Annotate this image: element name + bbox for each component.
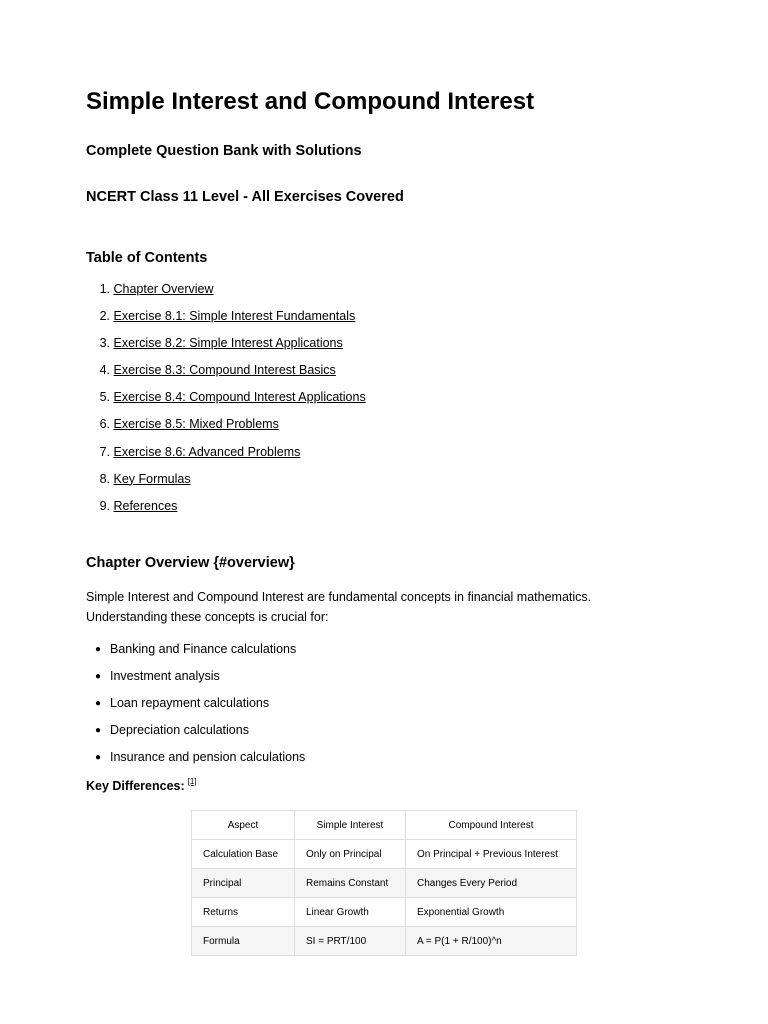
toc-item [86, 335, 366, 362]
list-item-text: Banking and Finance calculations [110, 642, 297, 656]
overview-paragraph: Simple Interest and Compound Interest are fundamental concepts in financial mathematics. Understanding these concepts is crucial for: [86, 590, 592, 624]
comparison-table [191, 810, 577, 956]
toc-item [86, 281, 366, 308]
list-item-text: Insurance and pension calculations [110, 750, 306, 765]
toc-link-exercise-8-2[interactable]: Exercise 8.2: Simple Interest Applications [113, 336, 343, 351]
table-cell: Principal [192, 869, 295, 898]
table-cell: Remains Constant [295, 869, 406, 898]
table-cell: Returns [192, 898, 295, 927]
list-item [86, 668, 305, 695]
toc-item [86, 498, 366, 525]
toc-item [86, 362, 366, 389]
table-cell: Formula [192, 927, 295, 956]
page-subtitle: Complete Question Bank with Solutions [86, 143, 362, 159]
table-header-cell: Aspect [192, 811, 295, 840]
toc-item [86, 444, 366, 471]
toc-number: 1. [99, 282, 110, 296]
table-row [192, 840, 577, 869]
toc-number: 5. [99, 390, 110, 405]
table-cell: Changes Every Period [406, 869, 577, 898]
toc-link-exercise-8-5[interactable]: Exercise 8.5: Mixed Problems [113, 417, 279, 432]
toc-item [86, 308, 366, 335]
footnote-link[interactable]: [1] [187, 777, 197, 786]
bullet-icon: ● [94, 752, 102, 764]
table-cell: Calculation Base [192, 840, 295, 869]
table-cell: Linear Growth [295, 898, 406, 927]
list-item [86, 695, 305, 722]
toc-link-references[interactable]: References [113, 498, 178, 513]
page-subtitle-level: NCERT Class 11 Level - All Exercises Covered [86, 189, 404, 205]
table-cell: Only on Principal [295, 840, 406, 869]
table-cell: SI = PRT/100 [295, 927, 406, 956]
toc-item [86, 471, 366, 498]
list-item [86, 722, 305, 749]
list-item-text: Investment analysis [110, 669, 220, 684]
table-header-row [192, 811, 577, 840]
table-row [192, 927, 577, 956]
table-of-contents [86, 281, 366, 525]
bullet-icon: ● [94, 698, 102, 710]
toc-item [86, 416, 366, 443]
table-cell: On Principal + Previous Interest [406, 840, 577, 869]
table-row [192, 898, 577, 927]
table-header-cell: Simple Interest [295, 811, 406, 840]
bullet-icon: ● [94, 725, 102, 737]
toc-number: 4. [99, 363, 110, 378]
toc-link-exercise-8-4[interactable]: Exercise 8.4: Compound Interest Applications [113, 390, 366, 405]
key-differences-label [86, 777, 197, 793]
table-cell: A = P(1 + R/100)^n [406, 927, 577, 956]
list-item [86, 641, 305, 668]
table-row [192, 869, 577, 898]
bullet-list [86, 641, 305, 776]
toc-item [86, 389, 366, 416]
table-header-cell: Compound Interest [406, 811, 577, 840]
bullet-icon: ● [94, 644, 102, 655]
key-differences-text: Key Differences: [86, 779, 185, 793]
list-item-text: Depreciation calculations [110, 723, 249, 738]
toc-link-chapter-overview[interactable]: Chapter Overview [113, 282, 214, 296]
toc-number: 3. [99, 336, 110, 351]
list-item-text: Loan repayment calculations [110, 696, 270, 711]
section-heading-overview: Chapter Overview {#overview} [86, 555, 295, 571]
toc-number: 9. [99, 498, 110, 513]
toc-link-key-formulas[interactable]: Key Formulas [113, 471, 191, 486]
bullet-icon: ● [94, 671, 102, 683]
toc-link-exercise-8-1[interactable]: Exercise 8.1: Simple Interest Fundamentals [113, 309, 356, 324]
page-title: Simple Interest and Compound Interest [86, 88, 535, 115]
table-cell: Exponential Growth [406, 898, 577, 927]
toc-number: 8. [99, 471, 110, 486]
toc-number: 7. [99, 444, 110, 459]
toc-heading: Table of Contents [86, 250, 208, 266]
list-item [86, 749, 305, 776]
toc-number: 2. [99, 309, 110, 324]
toc-link-exercise-8-3[interactable]: Exercise 8.3: Compound Interest Basics [113, 363, 336, 378]
toc-number: 6. [99, 417, 110, 432]
toc-link-exercise-8-6[interactable]: Exercise 8.6: Advanced Problems [113, 444, 301, 459]
